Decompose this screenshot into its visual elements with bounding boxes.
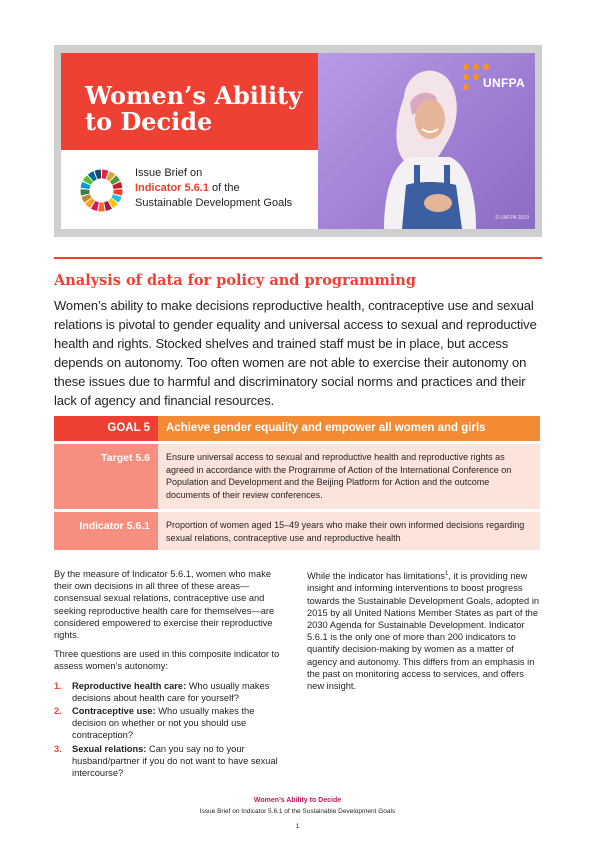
cover-photo — [318, 53, 535, 229]
issue-description — [135, 166, 315, 211]
question-term: Sexual relations: — [72, 743, 147, 754]
target-row — [54, 444, 540, 509]
question-text: Can you say no to your husband/partner if you do not want to have sexual intercourse? — [72, 743, 278, 779]
list-number: 2. — [54, 706, 62, 717]
target-label: Target 5.6 — [54, 444, 158, 509]
left-paragraph-1: By the measure of Indicator 5.6.1, women who make their own decisions in all three of these areas—consensual sexual relations, contraceptive use and seeking reproductive health care for themselves—are considered empowered to exercise their reproductive rights. — [54, 569, 275, 641]
list-item — [54, 680, 286, 704]
list-item — [54, 743, 286, 780]
footnote-marker[interactable]: 1 — [444, 571, 449, 577]
section-title: Analysis of data for policy and programming — [54, 272, 416, 289]
indicator-row — [54, 512, 540, 550]
sdg-wheel-segment — [98, 202, 104, 211]
photo-credit: © UNFPA 2019 — [495, 215, 529, 221]
title-panel — [61, 53, 318, 150]
issue-suffix: Sustainable Development Goals — [135, 197, 293, 209]
question-text: Who usually makes the decision on whether or not you should use contraception? — [72, 706, 255, 741]
goal-label: GOAL 5 — [54, 416, 158, 441]
list-number: 3. — [54, 743, 62, 754]
issue-prefix: Issue Brief on — [135, 167, 203, 179]
left-column — [54, 568, 286, 780]
question-term: Reproductive health care: — [72, 680, 187, 691]
goal-row — [54, 416, 540, 441]
question-term: Contraceptive use: — [72, 706, 156, 717]
cover-banner — [54, 45, 542, 237]
footer-subtitle: Issue Brief on Indicator 5.6.1 of the Sustainable Development Goals — [199, 808, 396, 815]
sdg-wheel-icon — [79, 168, 124, 213]
issue-panel — [61, 150, 318, 229]
right-paragraph-1 — [307, 568, 543, 692]
right-text-b: , it is providing new insight and informing interventions to boost progress towards the Sustainable Development Goals, adopted in 2015 by all United Nations Member States as part of the 2030 Agenda for Sustainable Development. Indicator 5.6.1 is the only one of more than 200 indicators to quantify decision-making by women as a matter of agency and autonomy. This differs from an emphasis in the past on monitoring access to services, and offers new insight. — [307, 571, 540, 691]
goal-table — [54, 416, 540, 550]
lead-paragraph: Women’s ability to make decisions reproductive health, contraceptive use and sexual relations is pivotal to gender equality and universal access to sexual and reproductive health and rights. Stocked shelves and trained staff must be in place, but access depends on autonomy. Too often women are not able to exercise their autonomy on these issues due to harmful and discriminatory social norms and practices and their lack of agency and financial resources. — [54, 298, 537, 408]
issue-mid: of the — [208, 182, 240, 194]
footer-title: Women’s Ability to Decide — [253, 797, 342, 804]
document-title: Women’s Ability to Decide — [85, 81, 303, 136]
list-item — [54, 705, 286, 742]
indicator-text: Proportion of women aged 15–49 years who make their own informed decisions regarding sexual relations, contraceptive use and reproductive health — [158, 512, 540, 550]
question-list — [54, 680, 286, 780]
right-text-a: While the indicator has limitations — [307, 571, 445, 582]
goal-text: Achieve gender equality and empower all women and girls — [158, 416, 540, 441]
right-column — [307, 568, 543, 699]
question-text: Who usually makes decisions about health care for yourself? — [72, 680, 270, 703]
indicator-highlight: Indicator 5.6.1 — [135, 182, 209, 194]
list-number: 1. — [54, 680, 62, 691]
indicator-label: Indicator 5.6.1 — [54, 512, 158, 550]
left-paragraph-2: Three questions are used in this composite indicator to assess women’s autonomy: — [54, 649, 280, 672]
page-number: 1 — [295, 823, 300, 830]
section-divider — [54, 257, 542, 259]
unfpa-logo-icon: UNFPA — [483, 76, 525, 90]
target-text: Ensure universal access to sexual and reproductive health and reproductive rights as agreed in accordance with the Programme of Action of the International Conference on Population and Development and the Beijing Platform for Action and the outcome documents of their review conferences. — [158, 444, 540, 509]
